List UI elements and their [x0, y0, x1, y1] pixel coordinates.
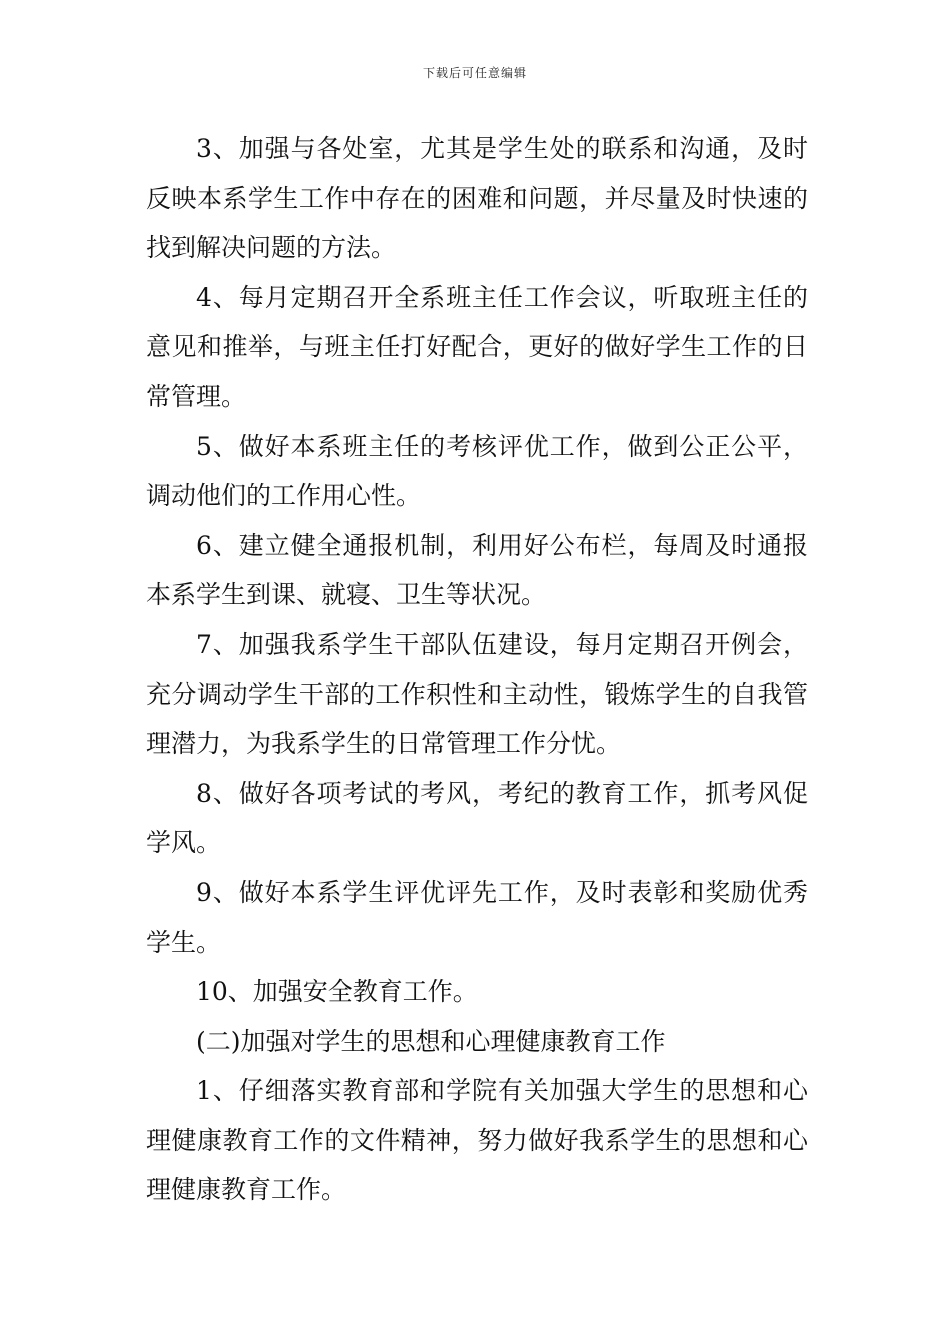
- paragraph-item-3: 3、加强与各处室，尤其是学生处的联系和沟通，及时反映本系学生工作中存在的困难和问题，并尽量及时快速的找到解决问题的方法。: [146, 134, 808, 263]
- paragraph-item-7: 7、加强我系学生干部队伍建设，每月定期召开例会，充分调动学生干部的工作积性和主动性，锻炼学生的自我管理潜力，为我系学生的日常管理工作分忧。: [146, 629, 808, 759]
- page-header: 下载后可任意编辑: [422, 66, 527, 80]
- paragraph-item-6: 6、建立健全通报机制，利用好公布栏，每周及时通报本系学生到课、就寝、卫生等状况。: [146, 530, 808, 610]
- paragraph-item-4: 4、每月定期召开全系班主任工作会议，听取班主任的意见和推举，与班主任打好配合，更好的做好学生工作的日常管理。: [146, 282, 808, 411]
- section-heading: (二)加强对学生的思想和心理健康教育工作: [196, 1026, 666, 1056]
- paragraph-item-8: 8、做好各项考试的考风，考纪的教育工作，抓考风促学风。: [146, 778, 808, 858]
- paragraph-item-1: 1、仔细落实教育部和学院有关加强大学生的思想和心理健康教育工作的文件精神，努力做好我系学生的思想和心理健康教育工作。: [146, 1076, 808, 1205]
- paragraph-item-9: 9、做好本系学生评优评先工作，及时表彰和奖励优秀学生。: [146, 877, 808, 957]
- paragraph-item-10: 10、加强安全教育工作。: [196, 977, 478, 1007]
- document-body: [146, 124, 808, 1215]
- paragraph-item-5: 5、做好本系班主任的考核评优工作，做到公正公平，调动他们的工作用心性。: [146, 431, 808, 511]
